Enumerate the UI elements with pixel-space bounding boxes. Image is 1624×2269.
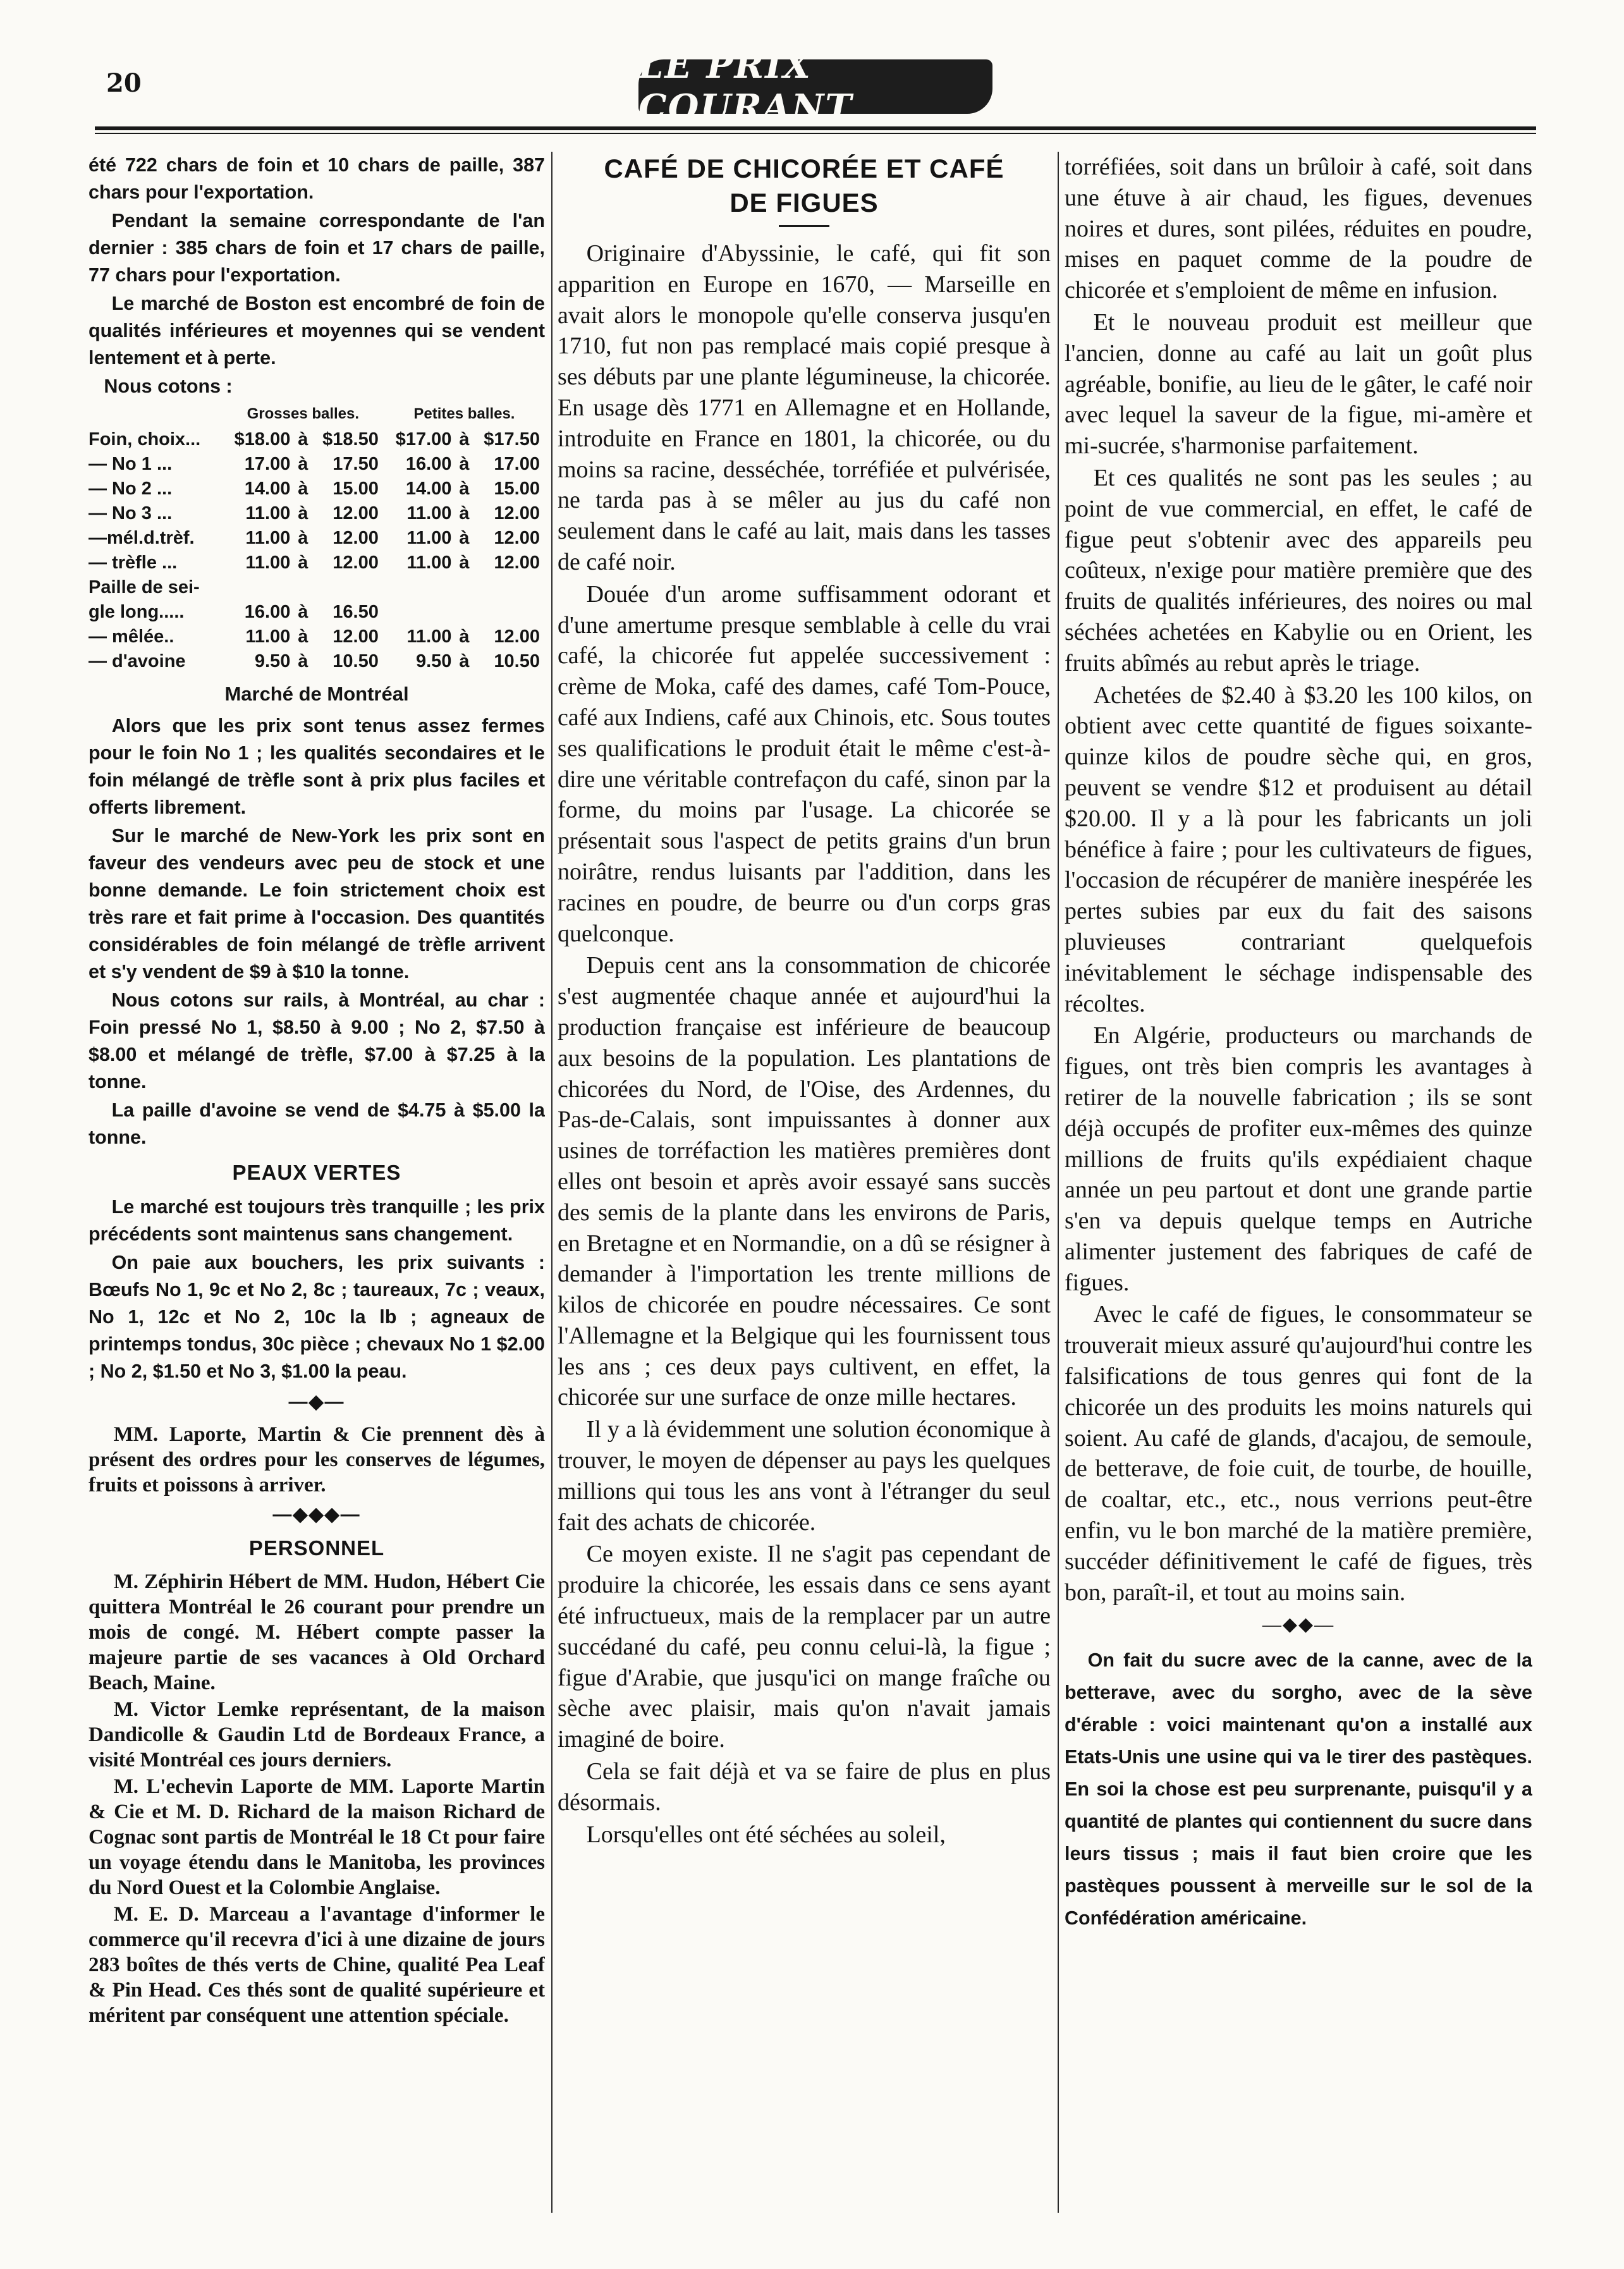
price-table-row [89, 625, 545, 649]
masthead-logo: LE PRIX COURANT [638, 59, 992, 114]
price-grosses-min: 11.00 [245, 528, 291, 548]
price-row-label: gle long..... [89, 602, 185, 622]
article-title [558, 152, 1051, 220]
price-grosses-max [310, 575, 384, 600]
price-row-label: — mêlée.. [89, 627, 174, 647]
price-table-row [89, 575, 545, 600]
column-middle [558, 152, 1051, 2238]
page-number: 20 [106, 68, 142, 98]
price-separator: à [298, 528, 308, 548]
price-petites-min: $17.00 [395, 429, 452, 450]
peaux-vertes-heading: PEAUX VERTES [232, 1161, 401, 1184]
article-title-line: CAFÉ DE CHICORÉE ET CAFÉ [604, 154, 1004, 183]
price-table-header: Grosses balles. [247, 405, 360, 422]
price-separator [295, 575, 310, 600]
price-table-header: Petites balles. [413, 405, 515, 422]
price-petites-max: 15.00 [494, 479, 540, 499]
price-grosses-min: 11.00 [245, 553, 291, 573]
price-row-label: — No 3 ... [89, 503, 173, 523]
price-separator: à [298, 503, 308, 523]
price-separator: à [459, 503, 470, 523]
price-separator: à [298, 479, 308, 499]
peaux-paragraph: On paie aux bouchers, les prix suivants : Bœufs No 1, 9c et No 2, 8c ; taureaux, 7c ; veaux, No 1, 12c et No 2, 10c la lb ; agneaux de printemps tondus, 30c pièce ; chevaux No 1 $2.00 ; No 2, $1.50 et No 3, $1.00 la peau. [89, 1252, 545, 1382]
price-petites-min: 11.00 [406, 503, 452, 523]
price-petites-max: 17.00 [494, 454, 540, 474]
price-row-label: Paille de sei- [89, 577, 200, 597]
price-table-row [89, 649, 545, 674]
laporte-notice: MM. Laporte, Martin & Cie prennent dès à présent des ordres pour les conserves de légumes, fruits et poissons à arriver. [89, 1423, 545, 1496]
price-table-row [89, 501, 545, 526]
price-table-row [89, 551, 545, 575]
price-grosses-min: $18.00 [234, 429, 291, 450]
price-separator: à [459, 454, 470, 474]
price-grosses-max: 15.00 [333, 479, 379, 499]
price-petites-min: 9.50 [415, 651, 452, 671]
montreal-paragraph: Nous cotons sur rails, à Montréal, au char : Foin pressé No 1, $8.50 à 9.00 ; No 2, $7.50 à $8.00 et mélangé de trèfle, $7.00 à $7.25 à la tonne. [89, 989, 545, 1092]
price-petites-max [472, 600, 545, 625]
price-grosses-min: 17.00 [244, 454, 291, 474]
column-left [89, 152, 545, 2238]
price-petites-max: 12.00 [494, 503, 540, 523]
price-petites-max: 12.00 [494, 627, 540, 647]
price-row-label: — No 2 ... [89, 479, 173, 499]
price-separator: à [459, 429, 470, 450]
personnel-heading: PERSONNEL [248, 1536, 385, 1560]
price-table-row [89, 600, 545, 625]
price-petites-min [384, 600, 457, 625]
price-separator: à [459, 479, 470, 499]
price-grosses-min: 11.00 [245, 503, 291, 523]
montreal-paragraph: La paille d'avoine se vend de $4.75 à $5.00 la tonne. [89, 1099, 545, 1148]
price-row-label: Foin, choix... [89, 429, 201, 450]
price-separator: à [298, 602, 308, 622]
price-separator: à [298, 429, 308, 450]
price-grosses-min [223, 575, 296, 600]
price-grosses-max: 12.00 [333, 553, 379, 573]
article-paragraph: Et le nouveau produit est meilleur que l'ancien, donne au café au lait un goût plus agréable, bonifie, au lieu de le gâter, le café noir avec lequel la saveur de la figue, mi-amère et mi-sucrée, s'harmonise parfaitement. [1065, 309, 1532, 460]
price-row-label: — trèfle ... [89, 553, 178, 573]
price-row-label: —mél.d.trèf. [89, 528, 195, 548]
price-separator [456, 575, 472, 600]
price-petites-min: 16.00 [405, 454, 452, 474]
price-grosses-min: 11.00 [245, 627, 291, 647]
article-paragraph: Douée d'un arome suffisamment odorant et d'une amertume presque semblable à celle du vrai café, la chicorée fut appelée successivement : crème de Moka, café des dames, café Tom-Pouce, café aux Indiens, café aux Chinois, etc. Sous toutes ses qualifications le produit était le même c'est-à-dire une véritable contrefaçon du café, sinon par la forme, du moins par l'usage. La chicorée se présentait sous l'aspect de petits grains d'un brun noirâtre, rendus luisants par l'addition, dans les racines en poudre, de beurre ou d'un corps gras quelconque. [558, 580, 1051, 947]
title-rule [779, 225, 829, 227]
price-grosses-min: 9.50 [254, 651, 291, 671]
price-separator: à [459, 651, 470, 671]
price-separator: à [298, 454, 308, 474]
price-row-label: — No 1 ... [89, 454, 173, 474]
price-separator [456, 600, 472, 625]
article-paragraph: Lorsqu'elles ont été séchées au soleil, [586, 1821, 946, 1848]
column-rule-1 [551, 152, 553, 2213]
price-separator: à [459, 553, 470, 573]
price-grosses-max: 10.50 [333, 651, 379, 671]
header-rule-thin [95, 133, 1536, 134]
price-petites-min [384, 575, 457, 600]
montreal-market-heading: Marché de Montréal [224, 683, 409, 705]
personnel-paragraph: M. L'echevin Laporte de MM. Laporte Martin & Cie et M. D. Richard de la maison Richard de Cognac sont partis de Montréal le 18 Ct pour faire un voyage étendu dans le Manitoba, les provinces du Nord Ouest et la Colombie Anglaise. [89, 1775, 545, 1899]
price-row-label: — d'avoine [89, 651, 186, 671]
article-paragraph: Avec le café de figues, le consommateur se trouverait mieux assuré qu'aujourd'hui contre les falsifications de tous genres qui font de la chicorée un des produits les moins naturels qui soient. Au café de glands, d'acajou, de semoule, de betterave, de foie cuit, de tourbe, de houille, de coaltar, etc., etc., nous verrions peut-être enfin, vu le bon marché de la matière première, succéder définitivement le café de figues, très bon, paraît-il, et tout au moins sain. [1065, 1301, 1532, 1606]
price-grosses-max: 12.00 [333, 503, 379, 523]
price-grosses-min: 14.00 [244, 479, 291, 499]
price-table-header [89, 401, 223, 427]
article-paragraph: Ce moyen existe. Il ne s'agit pas cependant de produire la chicorée, les essais dans ce sens ayant été infructueux, mais de la remplacer par un autre succédané du café, peu connu celui-là, la figue ; figue d'Arabie, que jusqu'ici on mange fraîche ou sèche avec plaisir, mais qu'on n'avait jamais imaginé de boire. [558, 1541, 1051, 1753]
montreal-paragraph: Alors que les prix sont tenus assez fermes pour le foin No 1 ; les qualités secondaires et le foin mélangé de trèfle sont à prix plus faciles et offerts librement. [89, 715, 545, 818]
price-separator: à [298, 627, 308, 647]
article-paragraph: Depuis cent ans la consommation de chicorée s'est augmentée chaque année et aujourd'hui la production française est inférieure de beaucoup aux besoins de la population. Les plantations de chicorées du Nord, de l'Oise, des Ardennes, du Pas-de-Calais, sont impuissantes à donner aux usines de torréfaction les matières premières dont elles ont besoin et après avoir essayé sans succès des semis de la plante dans les environs de Paris, en Bretagne et en Normandie, on a dû se résigner à demander à l'importation les trente millions de kilos de chicorée en poudre nécessaires. Ce sont l'Allemagne et la Belgique qui les fournissent tous les ans ; ces deux pays cultivent, en effet, la chicorée sur une surface de onze mille hectares. [558, 952, 1051, 1411]
column-rule-2 [1058, 152, 1059, 2213]
hay-report-paragraph: Le marché de Boston est encombré de foin de qualités inférieures et moyennes qui se vendent lentement et à perte. [89, 293, 545, 369]
article-paragraph: torréfiées, soit dans un brûloir à café, soit dans une étuve à air chaud, les figues, devenues noires et dures, sont pilées, réduites en poudre, mises en paquet comme de la poudre de chicorée et s'emploient de même en infusion. [1065, 154, 1532, 304]
column-right [1065, 152, 1532, 2238]
price-table-row [89, 427, 545, 452]
divider-ornament: —◆◆— [1262, 1614, 1335, 1636]
hay-report-paragraph: Pendant la semaine correspondante de l'an dernier : 385 chars de foin et 17 chars de paille, 77 chars pour l'exportation. [89, 210, 545, 286]
price-petites-max [472, 575, 545, 600]
masthead [638, 45, 992, 128]
sucre-notice: On fait du sucre avec de la canne, avec de la betterave, avec du sorgho, avec de la sève d'érable : voici maintenant qu'on a installé aux Etats-Unis une usine qui va le tirer des pastèques. En soi la chose est peu surprenante, puisqu'il y a quantité de plantes qui contiennent du sucre dans leurs tissus ; mais il faut bien croire que les pastèques poussent à merveille sur le sol de la Confédération américaine. [1065, 1649, 1532, 1930]
price-grosses-max: 12.00 [333, 528, 379, 548]
price-petites-max: $17.50 [484, 429, 540, 450]
price-petites-max: 12.00 [494, 528, 540, 548]
peaux-paragraph: Le marché est toujours très tranquille ; les prix précédents sont maintenus sans changement. [89, 1196, 545, 1245]
price-separator: à [459, 627, 470, 647]
price-separator: à [459, 528, 470, 548]
price-table-intro: Nous cotons : [104, 376, 233, 397]
personnel-paragraph: M. Victor Lemke représentant, de la maison Dandicolle & Gaudin Ltd de Bordeaux France, a visité Montréal ces jours derniers. [89, 1698, 545, 1771]
price-petites-min: 11.00 [406, 528, 452, 548]
price-table-row [89, 452, 545, 477]
article-paragraph: Et ces qualités ne sont pas les seules ; au point de vue commercial, en effet, le café de figue peut s'obtenir avec des appareils peu coûteux, n'exige pour matière première que des fruits de qualités inférieures, des noires ou mal séchées achetées en Kabylie ou en Orient, les fruits abîmés au rebut après le triage. [1065, 464, 1532, 676]
price-petites-min: 14.00 [405, 479, 452, 499]
price-petites-min: 11.00 [406, 553, 452, 573]
price-grosses-max: $18.50 [322, 429, 379, 450]
price-separator: à [298, 651, 308, 671]
price-separator: à [298, 553, 308, 573]
personnel-paragraph: M. Zéphirin Hébert de MM. Hudon, Hébert Cie quittera Montréal le 26 courant pour prendre un mois de congé. M. Hébert compte passer la majeure partie de ses vacances à Old Orchard Beach, Maine. [89, 1570, 545, 1694]
divider-ornament: —◆◆◆— [272, 1504, 361, 1525]
price-grosses-max: 12.00 [333, 627, 379, 647]
article-paragraph: Cela se fait déjà et va se faire de plus en plus désormais. [558, 1758, 1051, 1816]
hay-report-paragraph: été 722 chars de foin et 10 chars de paille, 387 chars pour l'exportation. [89, 154, 545, 203]
price-table-row [89, 477, 545, 501]
article-title-line: DE FIGUES [730, 188, 879, 217]
montreal-paragraph: Sur le marché de New-York les prix sont en faveur des vendeurs avec peu de stock et une bonne demande. Le foin strictement choix est très rare et fait prime à l'occasion. Des quantités considérables de foin mélangé de trèfle arrivent et s'y vendent de $9 à $10 la tonne. [89, 825, 545, 982]
price-petites-min: 11.00 [406, 627, 452, 647]
article-paragraph: Il y a là évidemment une solution économique à trouver, le moyen de dépenser au pays les quelques millions qui tous les ans vont à l'étranger du seul fait des achats de chicorée. [558, 1416, 1051, 1536]
header-rule [95, 126, 1536, 130]
price-grosses-max: 17.50 [333, 454, 379, 474]
price-grosses-max: 16.50 [333, 602, 379, 622]
personnel-paragraph: M. E. D. Marceau a l'avantage d'informer le commerce qu'il recevra d'ici à une dizaine de jours 283 boîtes de thés verts de Chine, qualité Pea Leaf & Pin Head. Ces thés sont de qualité supérieure et méritent par conséquent une attention spéciale. [89, 1903, 545, 2027]
price-petites-max: 10.50 [494, 651, 540, 671]
article-paragraph: Originaire d'Abyssinie, le café, qui fit son apparition en Europe en 1670, — Marseille en avait alors le monopole qu'elle conserva jusqu'en 1710, fut non pas remplacé mais copié presque à ses débuts par une plante légumineuse, la chicorée. En usage dès 1771 en Allemagne et en Hollande, introduite en France en 1801, la chicorée, ou du moins sa racine, desséchée, torréfiée et pulvérisée, ne tarda pas à se mêler au jus du café non seulement dans le café au lait, mais dans les tasses de café noir. [558, 240, 1051, 575]
price-grosses-min: 16.00 [244, 602, 291, 622]
article-paragraph: En Algérie, producteurs ou marchands de figues, ont très bien compris les avantages à retirer de la nouvelle fabrication ; ils se sont déjà occupés de profiter eux-mêmes des quinze millions de fruits qu'ils expédiaient chaque année un peu partout et dont une grande partie s'en va depuis quelque temps en Autriche alimenter justement des fabriques de café de figues. [1065, 1022, 1532, 1296]
price-table-row [89, 526, 545, 551]
article-paragraph: Achetées de $2.40 à $3.20 les 100 kilos, on obtient avec cette quantité de figues soixante-quinze kilos de poudre sèche qui, en gros, peuvent se vendre $12 et produisent au détail $20.00. Il y a là pour les fabricants un joli bénéfice à faire ; pour les cultivateurs de figues, l'occasion de récupérer de manière inespérée les pertes subies par eux du fait des saisons pluvieuses contrariant quelquefois inévitablement le séchage indispensable des récoltes. [1065, 682, 1532, 1017]
divider-ornament: —◆— [288, 1391, 345, 1412]
price-petites-max: 12.00 [494, 553, 540, 573]
hay-price-table [89, 401, 545, 674]
